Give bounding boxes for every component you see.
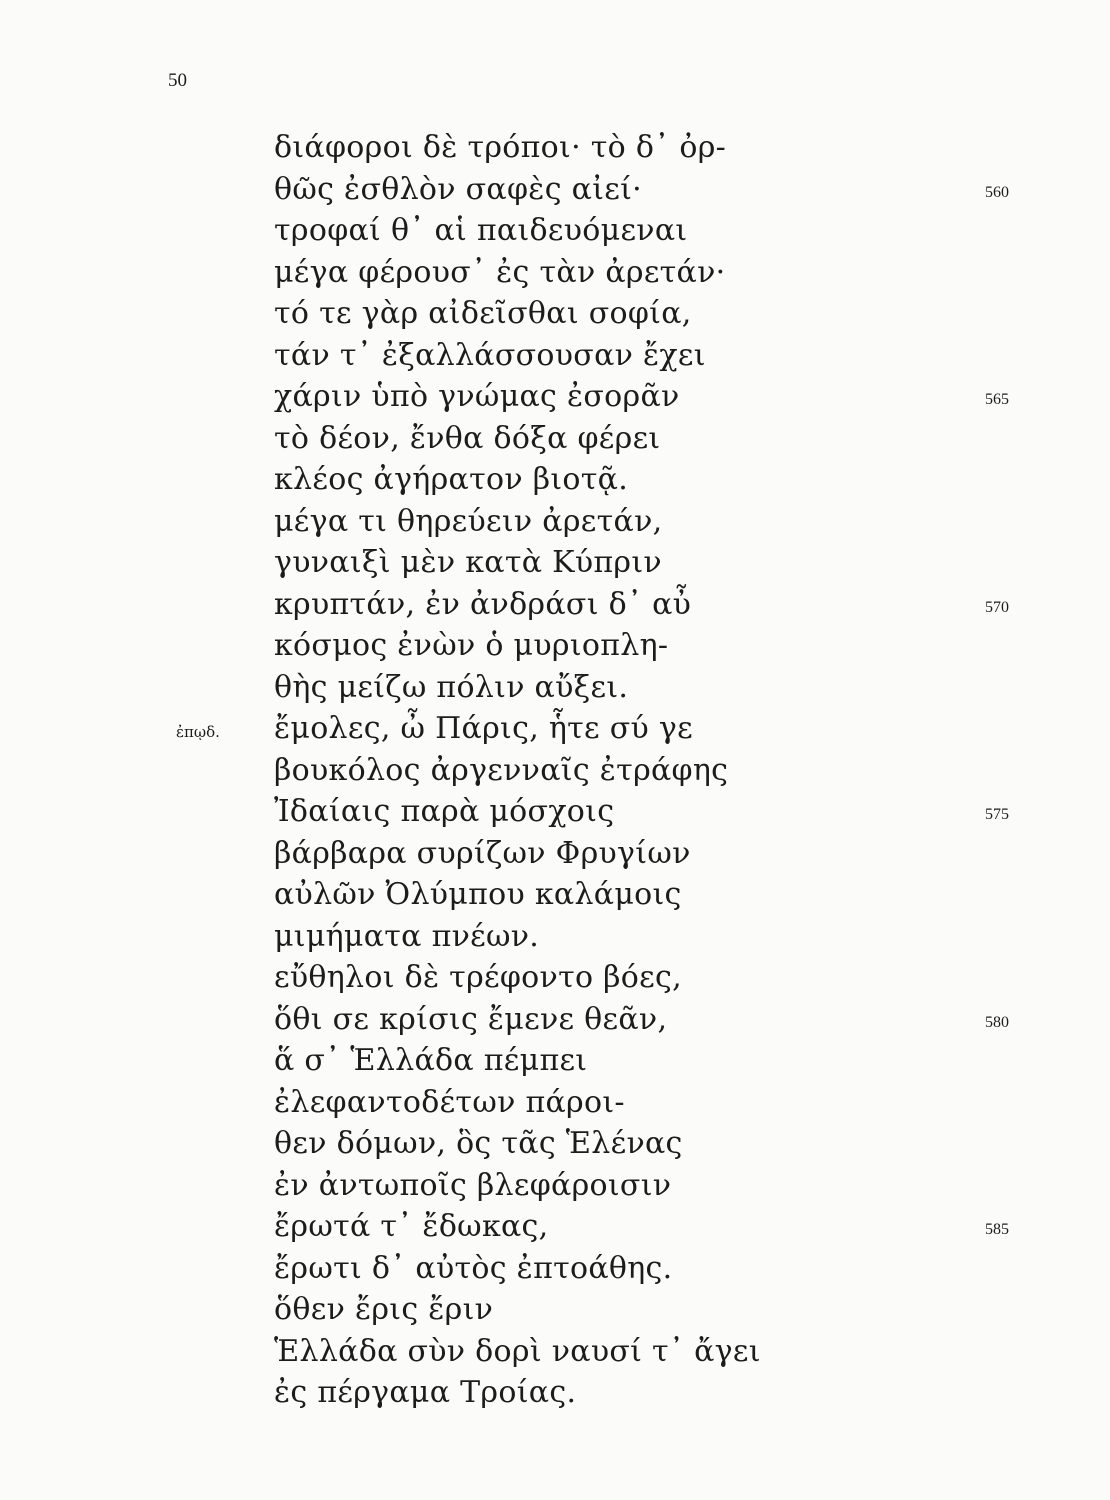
verse-line: ἐλεφαντοδέτων πάροι-: [274, 1085, 625, 1120]
verse-line: τὸ δέον, ἔνθα δόξα φέρει: [274, 421, 661, 456]
verse-line: ἐς πέργαμα Τροίας.: [274, 1375, 577, 1410]
verse-line: Ἑλλάδα σὺν δορὶ ναυσί τ᾽ ἄγει: [274, 1334, 761, 1369]
verse-line: θεν δόμων, ὃς τᾶς Ἑλένας: [274, 1126, 683, 1161]
verse-line: τροφαί θ᾽ αἱ παιδευόμεναι: [274, 213, 688, 248]
line-number: 585: [985, 1221, 1009, 1238]
verse-line: εὔθηλοι δὲ τρέφοντο βόες,: [274, 960, 682, 995]
verse-line: ἔμολες, ὦ Πάρις, ἧτε σύ γε: [274, 711, 693, 746]
verse-line: γυναιξὶ μὲν κατὰ Κύπριν: [274, 545, 662, 580]
verse-line: ἔρωτά τ᾽ ἔδωκας,: [274, 1209, 549, 1244]
epode-label: ἐπῳδ.: [176, 723, 220, 741]
line-number: 580: [985, 1014, 1009, 1031]
verse-line: αὐλῶν Ὀλύμπου καλάμοις: [274, 877, 682, 912]
verse-line: Ἰδαίαις παρὰ μόσχοις: [274, 794, 615, 829]
verse-line: θῶς ἐσθλὸν σαφὲς αἰεί·: [274, 172, 642, 207]
verse-line: διάφοροι δὲ τρόποι· τὸ δ᾽ ὀρ-: [274, 130, 727, 165]
verse-line: κόσμος ἐνὼν ὁ μυριοπλη-: [274, 628, 669, 663]
verse-line: μιμήματα πνέων.: [274, 919, 540, 954]
line-number: 560: [985, 184, 1009, 201]
verse-line: τό τε γὰρ αἰδεῖσθαι σοφία,: [274, 296, 692, 331]
verse-line: ἐν ἀντωποῖς βλεφάροισιν: [274, 1168, 672, 1203]
line-number: 565: [985, 391, 1009, 408]
verse-line: ἔρωτι δ᾽ αὐτὸς ἐπτοάθης.: [274, 1251, 673, 1286]
page-number: 50: [168, 70, 187, 91]
verse-line: μέγα τι θηρεύειν ἀρετάν,: [274, 504, 663, 539]
verse-line: μέγα φέρουσ᾽ ἐς τὰν ἀρετάν·: [274, 255, 726, 290]
verse-line: ὅθεν ἔρις ἔριν: [274, 1292, 494, 1327]
line-number: 575: [985, 806, 1009, 823]
verse-line: χάριν ὑπὸ γνώμας ἐσορᾶν: [274, 379, 680, 414]
verse-line: ὅθι σε κρίσις ἔμενε θεᾶν,: [274, 1002, 668, 1037]
verse-line: κλέος ἀγήρατον βιοτᾷ.: [274, 462, 629, 497]
line-number: 570: [985, 599, 1009, 616]
verse-line: βουκόλος ἀργενναῖς ἐτράφης: [274, 753, 729, 788]
verse-line: βάρβαρα συρίζων Φρυγίων: [274, 836, 691, 871]
verse-line: τάν τ᾽ ἐξαλλάσσουσαν ἔχει: [274, 338, 706, 373]
verse-line: ἅ σ᾽ Ἑλλάδα πέμπει: [274, 1043, 588, 1078]
verse-line: θὴς μείζω πόλιν αὔξει.: [274, 670, 629, 705]
verse-line: κρυπτάν, ἐν ἀνδράσι δ᾽ αὖ: [274, 587, 692, 622]
